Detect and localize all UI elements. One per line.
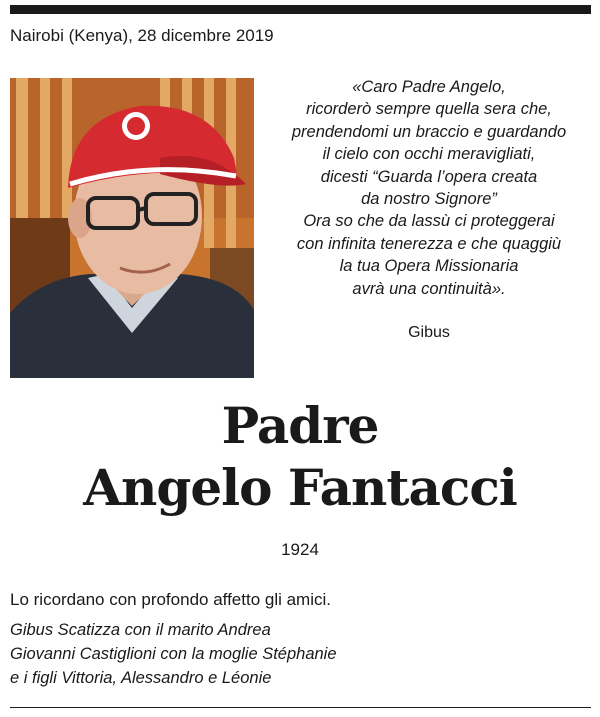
quote-line: dicesti “Guarda l’opera creata bbox=[320, 167, 538, 186]
quote-line: avrà una continuità». bbox=[352, 279, 506, 298]
quote-line: Ora so che da lassù ci proteggerai bbox=[303, 212, 555, 231]
memorial-quote bbox=[258, 76, 600, 300]
mourner-line: e i figli Vittoria, Alessandro e Léonie bbox=[10, 669, 272, 687]
place-date: Nairobi (Kenya), 28 dicembre 2019 bbox=[10, 26, 274, 45]
quote-line: ricorderò sempre quella sera che, bbox=[306, 100, 552, 119]
quote-line: da nostro Signore” bbox=[361, 190, 497, 209]
portrait-photo bbox=[10, 78, 254, 378]
birth-year: 1924 bbox=[281, 540, 319, 559]
mourner-line: Gibus Scatizza con il marito Andrea bbox=[10, 621, 271, 639]
quote-line: la tua Opera Missionaria bbox=[339, 257, 519, 276]
quote-line: «Caro Padre Angelo, bbox=[352, 78, 506, 96]
deceased-name-title: Padre bbox=[221, 396, 379, 455]
quote-line: con infinita tenerezza e che quaggiù bbox=[296, 234, 562, 253]
top-rule bbox=[10, 5, 591, 14]
mourner-line: Giovanni Castiglioni con la moglie Stéphanie bbox=[10, 645, 337, 663]
quote-line: prendendomi un braccio e guardando bbox=[291, 122, 567, 141]
deceased-name: Angelo Fantacci bbox=[83, 458, 517, 517]
bottom-rule bbox=[10, 707, 591, 708]
mourners-list bbox=[10, 618, 337, 690]
mourners-intro: Lo ricordano con profondo affetto gli amici. bbox=[10, 590, 331, 609]
quote-signature: Gibus bbox=[408, 324, 450, 341]
quote-line: il cielo con occhi meravigliati, bbox=[322, 145, 536, 164]
